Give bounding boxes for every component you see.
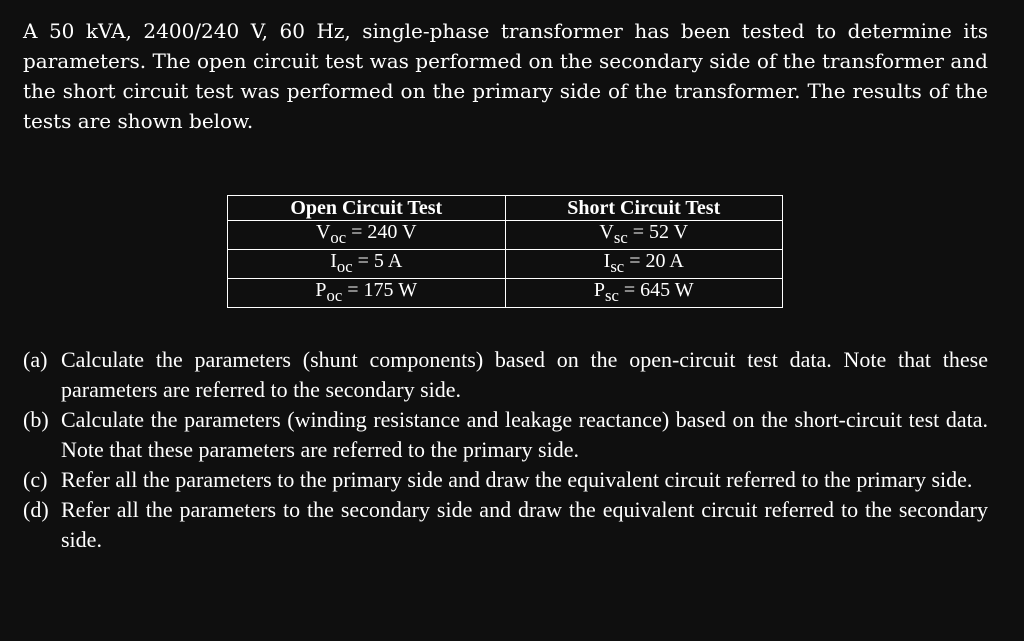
- symbol: V: [599, 221, 614, 243]
- short-circuit-header: Short Circuit Test: [505, 196, 783, 221]
- question-text: Refer all the parameters to the secondary side and draw the equivalent circuit referred to the secondary side.: [61, 497, 988, 552]
- oc-voltage-cell: [228, 221, 506, 250]
- question-marker: (c): [23, 467, 48, 492]
- table-row: [228, 221, 783, 250]
- test-results-table: [227, 195, 783, 308]
- symbol: P: [315, 279, 327, 301]
- subscript: sc: [610, 257, 625, 276]
- sc-power-cell: [505, 279, 783, 308]
- oc-power-cell: [228, 279, 506, 308]
- subscript: sc: [604, 286, 619, 305]
- question-c: [23, 465, 988, 495]
- table-row: [228, 279, 783, 308]
- question-marker: (a): [23, 347, 48, 372]
- subscript: sc: [613, 228, 628, 247]
- value: = 175 W: [347, 279, 418, 301]
- open-circuit-header: Open Circuit Test: [228, 196, 506, 221]
- question-marker: (b): [23, 407, 49, 432]
- question-marker: (d): [23, 497, 49, 522]
- table-row: [228, 250, 783, 279]
- value: = 20 A: [629, 250, 684, 272]
- question-d: [23, 495, 988, 555]
- symbol: V: [315, 221, 331, 243]
- symbol: I: [330, 250, 337, 272]
- question-a: [23, 345, 988, 405]
- problem-statement: A 50 kVA, 2400/240 V, 60 Hz, single-phase transformer has been tested to determine its parameters. The open circuit test was performed on the secondary side of the transformer and the short circuit test was performed on the primary side of the transformer. The results of the tests are shown below.: [23, 19, 988, 133]
- subscript: oc: [330, 228, 347, 247]
- question-b: [23, 405, 988, 465]
- question-text: Calculate the parameters (shunt components) based on the open-circuit test data. Note that these parameters are referred to the secondary side.: [61, 347, 988, 402]
- subscript: oc: [336, 257, 353, 276]
- value: = 52 V: [632, 221, 689, 243]
- table-header-row: [228, 196, 783, 221]
- question-text: Refer all the parameters to the primary side and draw the equivalent circuit referred to the primary side.: [61, 467, 973, 492]
- symbol: I: [603, 250, 611, 272]
- value: = 645 W: [623, 279, 694, 301]
- question-text: Calculate the parameters (winding resistance and leakage reactance) based on the short-circuit test data. Note that these parameters are referred to the primary side.: [61, 407, 988, 462]
- sc-current-cell: [505, 250, 783, 279]
- value: = 5 A: [357, 250, 403, 272]
- symbol: P: [593, 279, 605, 301]
- subscript: oc: [326, 286, 343, 305]
- question-list: [23, 345, 988, 555]
- oc-current-cell: [228, 250, 506, 279]
- sc-voltage-cell: [505, 221, 783, 250]
- value: = 240 V: [351, 221, 417, 243]
